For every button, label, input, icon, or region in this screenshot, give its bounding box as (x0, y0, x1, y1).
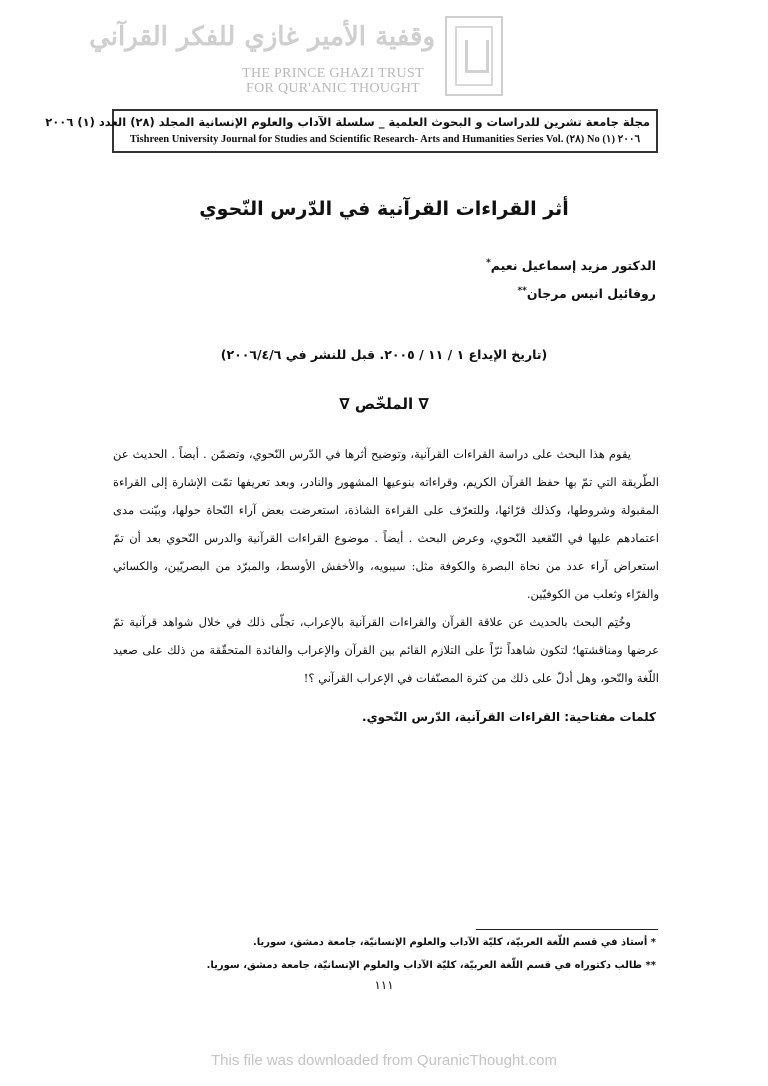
author-2 (517, 286, 656, 301)
trust-logo-emblem-icon (445, 16, 503, 96)
abstract-heading: ∇ الملخّص ∇ (339, 395, 429, 413)
submission-dates: (تاريخ الإيداع ١ / ١١ / ٢٠٠٥. قبل للنشر في ٢٠٠٦/٤/٦) (220, 347, 548, 362)
journal-arabic-line: مجلة جامعة تشرين للدراسات و البحوث العلمية _ سلسلة الآداب والعلوم الإنسانية المجلد (٢٨) العدد (١) ٢٠٠٦ (45, 115, 650, 129)
author-1-name: الدكتور مزيد إسماعيل نعيم (490, 258, 656, 274)
logo-glyph (465, 40, 489, 73)
footnote-2: ** طالب دكتوراه في قسم اللّغة العربيّة، كليّة الآداب والعلوم الإنسانيّة، جامعة دمشق، سوريا. (206, 960, 656, 971)
author-1 (486, 258, 656, 273)
footnote-divider (476, 929, 658, 930)
author-2-mark: ** (517, 286, 527, 296)
journal-english-line: Tishreen University Journal for Studies and Scientific Research- Arts and Humanities Series Vol. (٢٨) No (١) ٢٠٠٦ (129, 134, 641, 145)
download-watermark: This file was downloaded from QuranicThought.com (211, 1052, 557, 1069)
author-2-name: روفائيل انيس مرجان (526, 286, 656, 302)
keywords-line: كلمات مفتاحية: القراءات القرآنية، الدّرس النّحوي. (362, 710, 656, 724)
logo-english-text (228, 66, 438, 96)
journal-header-box (45, 109, 658, 153)
footnote-1: * أستاذ في قسم اللّغة العربيّة، كليّة الآداب والعلوم الإنسانيّة، جامعة دمشق، سوريا. (252, 937, 656, 948)
abstract-paragraph-1: يقوم هذا البحث على دراسة القراءات القرآنية، وتوضيح أثرها في الدّرس النّحوي، وتضمّن . أيضاً . الحديث عن الطّريقة التي تمّ بها حفظ القرآن الكريم، وقراءاته بنوعيها المشهور والنادر، وبعد تعريفها تمّت الإشارة إلى القراءة المقبولة وشروطها، وكذلك قرّائها، وللتعرّف على القراءة الشاذة، استعرضت بعض آراء النّحاة حولها، وبيّنت مدى اعتمادهم عليها في التّقعيد النّحوي، وعرض البحث . أيضاً . موضوع القراءات القرآنية والدرس النّحوي بعد أن تمّ استعراض آراء عدد من نحاة البصرة والكوفة مثل: سيبويه، والأخفش الأوسط، والمبرّد من البصريّين، والكسائي والفرّاء وثعلب من الكوفيّين. (113, 447, 659, 601)
logo-arabic-text: وقفية الأمير غازي للفكر القرآني (89, 22, 435, 52)
logo-english-line-1: THE PRINCE GHAZI TRUST (242, 66, 424, 81)
abstract-body (113, 440, 659, 692)
author-1-mark: * (486, 258, 491, 268)
abstract-paragraph-2: وخُتِم البحث بالحديث عن علاقة القرآن والقراءات القرآنية بالإعراب، تجلّى ذلك في خلال شواهد قرآنية تمّ عرضها ومناقشتها؛ لتكون شاهداً ثرّاً على التلازم القائم بين القرآن والإعراب والفائدة المتحقّقة من ذلك على صعيد اللّغة والنّحو، وهل أدلّ على ذلك من كثرة المصنّفات في الإعراب القرآني ؟! (113, 615, 659, 685)
logo-english-line-2: FOR QUR'ANIC THOUGHT (246, 81, 420, 96)
article-title: أثر القراءات القرآنية في الدّرس النّحوي (199, 198, 569, 220)
page-number: ١١١ (374, 978, 394, 992)
